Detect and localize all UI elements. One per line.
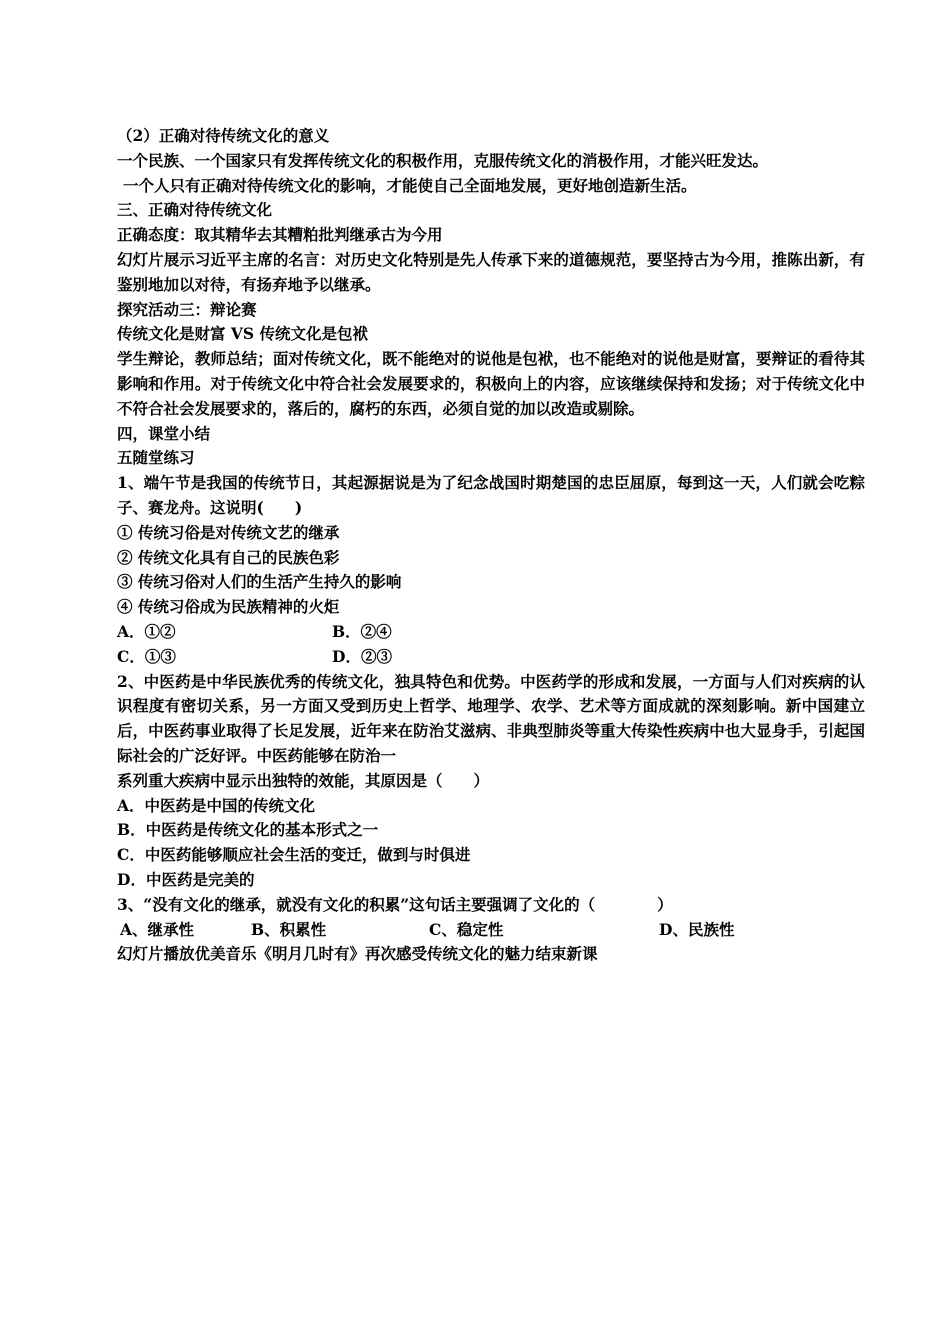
text-line: 一个人只有正确对待传统文化的影响，才能使自己全面地发展，更好地创造新生活。 [123,175,697,195]
question-2-stem-continued: 系列重大疾病中显示出独特的效能，其原因是（ ） [117,770,490,790]
question-1-option-c: C．①③ [117,646,176,666]
question-3-option-d: D、民族性 [659,919,735,939]
question-2-option-d: D．中医药是完美的 [117,869,255,889]
summary-paragraph: 学生辩论，教师总结；面对传统文化，既不能绝对的说他是包袱，也不能绝对的说他是财富，要辩证的看待其影响和作用。对于传统文化中符合社会发展要求的，积极向上的内容，应该继续保持和发扬；对于传统文化中不符合社会发展要求的，落后的，腐朽的东西，必须自觉的加以改造或剔除。 [117,349,865,418]
question-1-statement: ① 传统习俗是对传统文艺的继承 [117,522,340,542]
section-heading-five: 五随堂练习 [117,448,195,468]
question-3-options [117,918,870,943]
question-1-options-row-1 [117,620,870,645]
question-2-option-b: B．中医药是传统文化的基本形式之一 [117,820,379,840]
question-1-option-d: D．②③ [332,646,392,666]
question-1-statement: ④ 传统习俗成为民族精神的火炬 [117,597,340,617]
question-1-stem: 1、端午节是我国的传统节日，其起源据说是为了纪念战国时期楚国的忠臣屈原，每到这一天，人们就会吃粽子、赛龙舟。这说明( ) [117,473,865,517]
debate-topic: 传统文化是财富 VS 传统文化是包袱 [117,324,369,344]
question-3-option-a: A、继承性 [120,919,195,939]
text-line: 一个民族、一个国家只有发挥传统文化的积极作用，克服传统文化的消极作用，才能兴旺发达。 [117,150,769,170]
question-3-option-c: C、稳定性 [429,919,504,939]
activity-heading: 探究活动三：辩论赛 [117,299,257,319]
text-line: 正确态度：取其精华去其糟粕批判继承古为今用 [117,225,443,245]
section-heading-four: 四，课堂小结 [117,423,211,443]
section-heading-three: 三、正确对待传统文化 [117,200,273,220]
question-1-option-b: B．②④ [332,621,392,641]
question-1-options-row-2 [117,645,870,670]
quote-paragraph: 幻灯片展示习近平主席的名言：对历史文化特别是先人传承下来的道德规范，要坚持古为今用，推陈出新，有鉴别地加以对待，有扬弃地予以继承。 [117,249,865,294]
closing-line: 幻灯片播放优美音乐《明月几时有》再次感受传统文化的魅力结束新课 [117,944,598,964]
question-1-statement: ③ 传统习俗对人们的生活产生持久的影响 [117,572,402,592]
question-2-stem: 2、中医药是中华民族优秀的传统文化，独具特色和优势。中医药学的形成和发展，一方面与人们对疾病的认识程度有密切关系，另一方面又受到历史上哲学、地理学、农学、艺术等方面成就的深刻影响。新中国建立后，中医药事业取得了长足发展，近年来在防治艾滋病、非典型肺炎等重大传染性疾病中也大显身手，引起国际社会的广泛好评。中医药能够在防治一 [117,671,865,765]
question-1-option-a: A．①② [117,621,176,641]
section-heading-significance: （2）正确对待传统文化的意义 [117,126,330,145]
question-1-statement: ② 传统文化具有自己的民族色彩 [117,547,340,567]
question-2-option-a: A．中医药是中国的传统文化 [117,795,316,815]
question-3-option-b: B、积累性 [251,919,327,939]
question-2-option-c: C．中医药能够顺应社会生活的变迁，做到与时俱进 [117,845,471,865]
question-3-stem: 3、“没有文化的继承，就没有文化的积累”这句话主要强调了文化的（ ） [117,894,673,914]
